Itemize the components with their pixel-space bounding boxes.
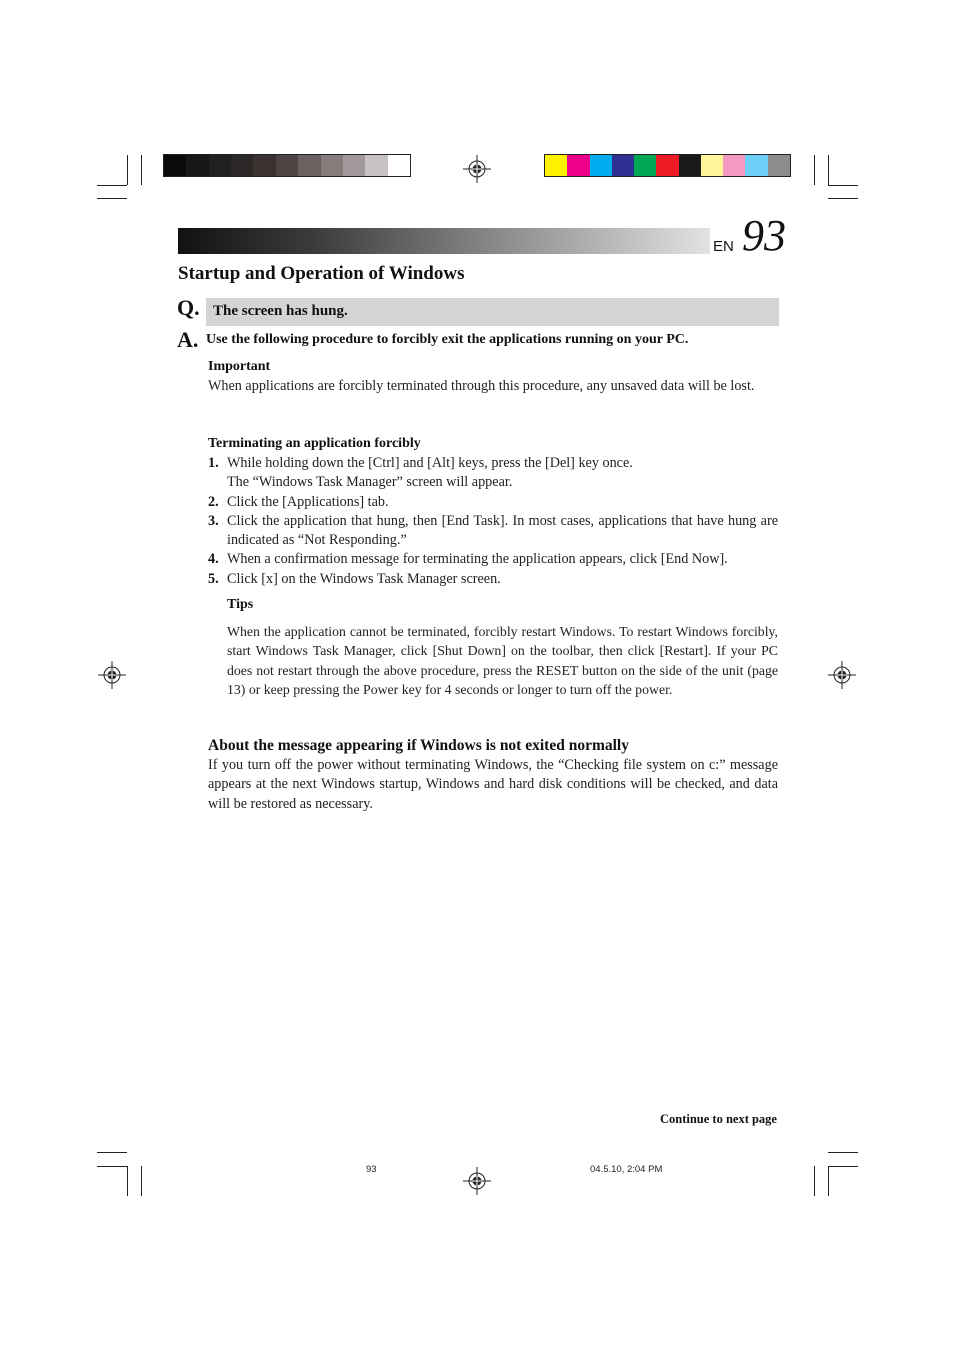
answer-text: Use the following procedure to forcibly exit the applications running on your PC. xyxy=(206,332,689,347)
color-swatch xyxy=(634,155,656,176)
step-note: The “Windows Task Manager” screen will appear. xyxy=(227,474,513,491)
color-swatch xyxy=(365,155,387,176)
color-swatch xyxy=(186,155,208,176)
color-strip xyxy=(544,154,791,177)
color-swatch xyxy=(679,155,701,176)
list-item: 2. Click the [Applications] tab. xyxy=(208,493,389,510)
color-swatch xyxy=(343,155,365,176)
color-swatch xyxy=(276,155,298,176)
registration-mark-icon xyxy=(828,661,856,689)
registration-mark-icon xyxy=(463,155,491,183)
registration-mark-icon xyxy=(463,1167,491,1195)
registration-mark-icon xyxy=(98,661,126,689)
footer-page-number: 93 xyxy=(366,1164,377,1175)
question-text: The screen has hung. xyxy=(213,303,348,319)
color-swatch xyxy=(723,155,745,176)
language-code: EN xyxy=(713,238,734,255)
list-item: 1. While holding down the [Ctrl] and [Alt] keys, press the [Del] key once. The “Windows Task Manager” screen will appear. xyxy=(208,455,633,491)
tips-heading: Tips xyxy=(227,597,254,612)
color-swatch xyxy=(253,155,275,176)
color-swatch xyxy=(321,155,343,176)
footer-timestamp: 04.5.10, 2:04 PM xyxy=(590,1164,663,1175)
terminating-heading: Terminating an application forcibly xyxy=(208,436,421,451)
color-swatch xyxy=(656,155,678,176)
question-box xyxy=(206,298,779,326)
color-swatch xyxy=(567,155,589,176)
page-number: 93 xyxy=(742,211,786,260)
color-swatch xyxy=(545,155,567,176)
color-swatch xyxy=(768,155,790,176)
about-body: If you turn off the power without terminating Windows, the “Checking file system on c:” message appears at the next Windows startup, Windows and hard disk conditions will be checked, and data will be restored as necessary. xyxy=(208,757,778,812)
steps-list xyxy=(208,454,778,589)
important-body: When applications are forcibly terminated through this procedure, any unsaved data will be lost. xyxy=(208,378,755,394)
list-item: 5. Click [x] on the Windows Task Manager screen. xyxy=(208,570,501,587)
grayscale-strip xyxy=(163,154,411,177)
color-swatch xyxy=(164,155,186,176)
about-heading: About the message appearing if Windows is not exited normally xyxy=(208,737,629,754)
color-swatch xyxy=(612,155,634,176)
tips-body: When the application cannot be terminated, forcibly restart Windows. To restart Windows forcibly, start Windows Task Manager, click [Shut Down] on the toolbar, then click [Restart]. If your PC does not restart through the above procedure, press the RESET button on the side of the unit (page 13) or keep pressing the Power key for 4 seconds or longer to turn off the power. xyxy=(227,624,778,697)
answer-letter: A. xyxy=(177,327,199,352)
list-item: 3. Click the application that hung, then [End Task]. In most cases, applications that have hung are indicated as “Not Responding.” xyxy=(208,512,778,549)
list-item: 4. When a confirmation message for terminating the application appears, click [End Now]. xyxy=(208,551,728,568)
color-swatch xyxy=(209,155,231,176)
color-swatch xyxy=(231,155,253,176)
section-title: Startup and Operation of Windows xyxy=(178,263,465,284)
color-swatch xyxy=(701,155,723,176)
important-heading: Important xyxy=(208,359,271,374)
header-gradient-bar xyxy=(178,228,710,254)
color-swatch xyxy=(745,155,767,176)
color-swatch xyxy=(298,155,320,176)
question-letter: Q. xyxy=(177,295,200,320)
color-swatch xyxy=(388,155,410,176)
color-swatch xyxy=(590,155,612,176)
continue-to-next-page: Continue to next page xyxy=(659,1112,777,1126)
